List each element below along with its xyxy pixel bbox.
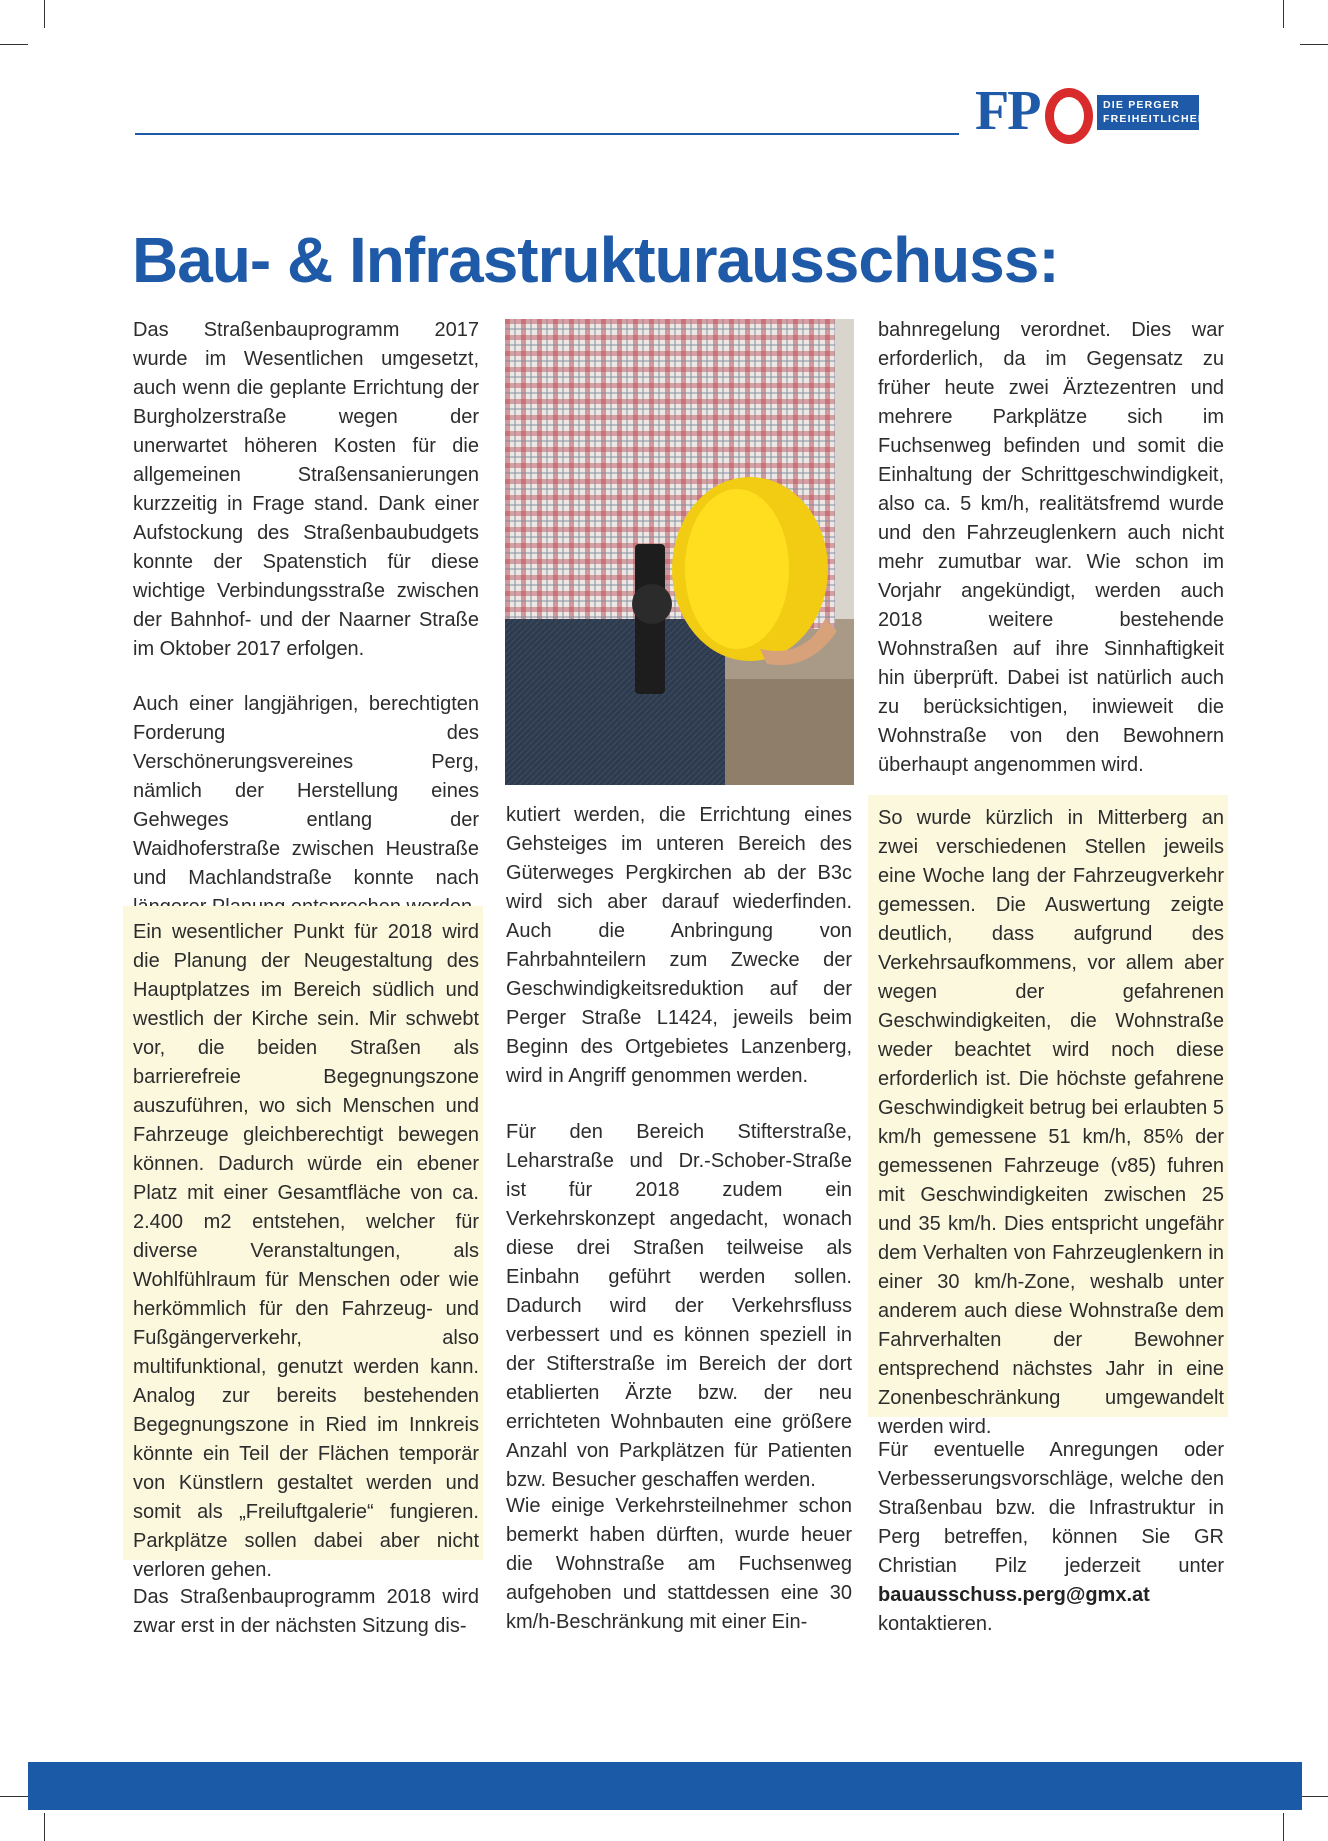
crop-mark [44, 1813, 45, 1841]
page-title: Bau- & Infrastrukturausschuss: [132, 224, 1059, 296]
footer-bar [28, 1762, 1302, 1810]
contact-email-link[interactable]: bauausschuss.perg@gmx.at [878, 1584, 1150, 1606]
col2-paragraph-3: Wie einige Verkehrsteilnehmer schon bemerkt haben dürften, wurde heuer die Wohnstraße am Fuchsenweg aufgehoben und stattdessen eine 30 km/h-Beschränkung mit einer Ein- [506, 1495, 852, 1633]
logo-tagline [1097, 95, 1207, 130]
hard-hat-photo [505, 319, 854, 785]
col1-paragraph-4: Das Straßenbauprogramm 2018 wird zwar erst in der nächsten Sitzung dis- [133, 1586, 479, 1637]
col1-paragraph-1: Das Straßenbauprogramm 2017 wurde im Wesentlichen umgesetzt, auch wenn die geplante Errichtung der Burgholzerstraße wegen der unerwartet höheren Kosten für die allgemeinen Straßensanierungen kurzzeitig in Frage stand. Dank einer Aufstockung des Straßenbaubudgets konnte der Spatenstich für diese wichtige Verbindungsstraße zwischen der Bahnhof- und der Naarner Straße im Oktober 2017 erfolgen. [133, 319, 479, 660]
col3-paragraph-1: bahnregelung verordnet. Dies war erforderlich, da im Gegensatz zu früher heute zwei Ärztezentren und mehrere Parkplätze sich im Fuchsenweg befinden und somit die Einhaltung der Schrittgeschwindigkeit, also ca. 5 km/h, realitätsfremd wurde und den Fahrzeuglenkern auch nicht mehr zumutbar war. Wie schon im Vorjahr angekündigt, werden auch 2018 weitere bestehende Wohnstraßen auf ihre Sinnhaftigkeit hin überprüft. Dabei ist natürlich auch zu berücksichtigen, inwieweit die Wohnstraße von den Bewohnern überhaupt angenommen wird. [878, 319, 1224, 776]
crop-mark [1283, 1813, 1284, 1841]
contact-text: Für eventuelle Anregungen oder Verbesserungsvorschläge, welche den Straßenbau bzw. die Infrastruktur in Perg betreffen, können Sie GR Christian Pilz jederzeit unter [878, 1439, 1224, 1577]
crop-mark [0, 44, 28, 45]
contact-end: kontaktieren. [878, 1613, 993, 1635]
header-rule [135, 133, 959, 135]
crop-mark [44, 0, 45, 28]
logo-o-ring [1045, 88, 1093, 144]
logo-mark: FP [975, 80, 1040, 142]
crop-mark [1300, 1796, 1328, 1797]
crop-mark [0, 1796, 28, 1797]
col3-paragraph-2: So wurde kürzlich in Mitterberg an zwei verschiedenen Stellen jeweils eine Woche lang der Fahrzeugverkehr gemessen. Die Auswertung zeigte deutlich, dass aufgrund des Verkehrsaufkommens, vor allem aber wegen der gefahrenen Geschwindigkeiten, die Wohnstraße weder beachtet wird noch diese erforderlich ist. Die höchste gefahrene Geschwindigkeit betrug bei erlaubten 5 km/h gemessene 51 km/h, 85% der gemessenen Fahrzeuge (v85) fuhren mit Geschwindigkeiten zwischen 25 und 35 km/h. Dies entspricht ungefähr dem Verhalten von Fahrzeuglenkern in einer 30 km/h-Zone, weshalb unter anderem auch diese Wohnstraße dem Fahrverhalten der Bewohner entsprechend nächstes Jahr in eine Zonenbeschränkung umgewandelt werden wird. [878, 807, 1224, 1438]
col1-paragraph-2: Auch einer langjährigen, berechtigten Forderung des Verschönerungsvereines Perg, nämlich der Herstellung eines Gehweges entlang der Waidhoferstraße zwischen Heustraße und Machlandstraße konnte nach [133, 693, 479, 889]
crop-mark [1300, 44, 1328, 45]
logo-line-1: DIE PERGER [1103, 99, 1180, 111]
crop-mark [1283, 0, 1284, 28]
col2-paragraph-2: Für den Bereich Stifterstraße, Leharstraße und Dr.-Schober-Straße ist für 2018 zudem ein Verkehrskonzept angedacht, wonach diese drei Straßen teilweise als Einbahn geführt werden sollen. Dadurch wird der Verkehrsfluss verbessert und es können speziell in der Stifterstraße im Bereich der dort etablierten Ärzte bzw. der neu errichteten Wohnbauten eine größere Anzahl von Parkplätzen für Patienten bzw. Besucher geschaffen werden. [506, 1121, 852, 1491]
col2-paragraph-1: kutiert werden, die Errichtung eines Gehsteiges im unteren Bereich des Güterweges Pergkirchen ab der B3c wird sich aber darauf wiederfinden. Auch die Anbringung von Fahrbahnteilern zum Zwecke der Geschwindigkeitsreduktion auf der Perger Straße L1424, jeweils beim Beginn des Ortgebietes Lanzenberg, wird in Angriff genommen werden. [506, 804, 852, 1087]
col1-paragraph-3: Ein wesentlicher Punkt für 2018 wird die Planung der Neugestaltung des Hauptplatzes im Bereich südlich und westlich der Kirche sein. Mir schwebt vor, die beiden Straßen als barrierefreie Begegnungszone auszuführen, wo sich Menschen und Fahrzeuge gleichberechtigt bewegen können. Dadurch würde ein ebener Platz mit einer Gesamtfläche von ca. 2.400 m2 entstehen, welcher für diverse Veranstaltungen, als Wohlfühlraum für Menschen oder wie herkömmlich für den Fahrzeug- und Fußgängerverkehr, also multifunktional, genutzt werden kann. Analog zur bereits bestehenden Begegnungszone in Ried im Innkreis könnte ein Teil der Flächen temporär von Künstlern gestaltet werden und somit als „Freiluftgalerie“ fungieren. Parkplätze sollen dabei aber nicht verloren gehen. [133, 921, 479, 1581]
col3-paragraph-3 [878, 1436, 1224, 1639]
logo-line-2: FREIHEITLICHEN [1103, 113, 1207, 125]
